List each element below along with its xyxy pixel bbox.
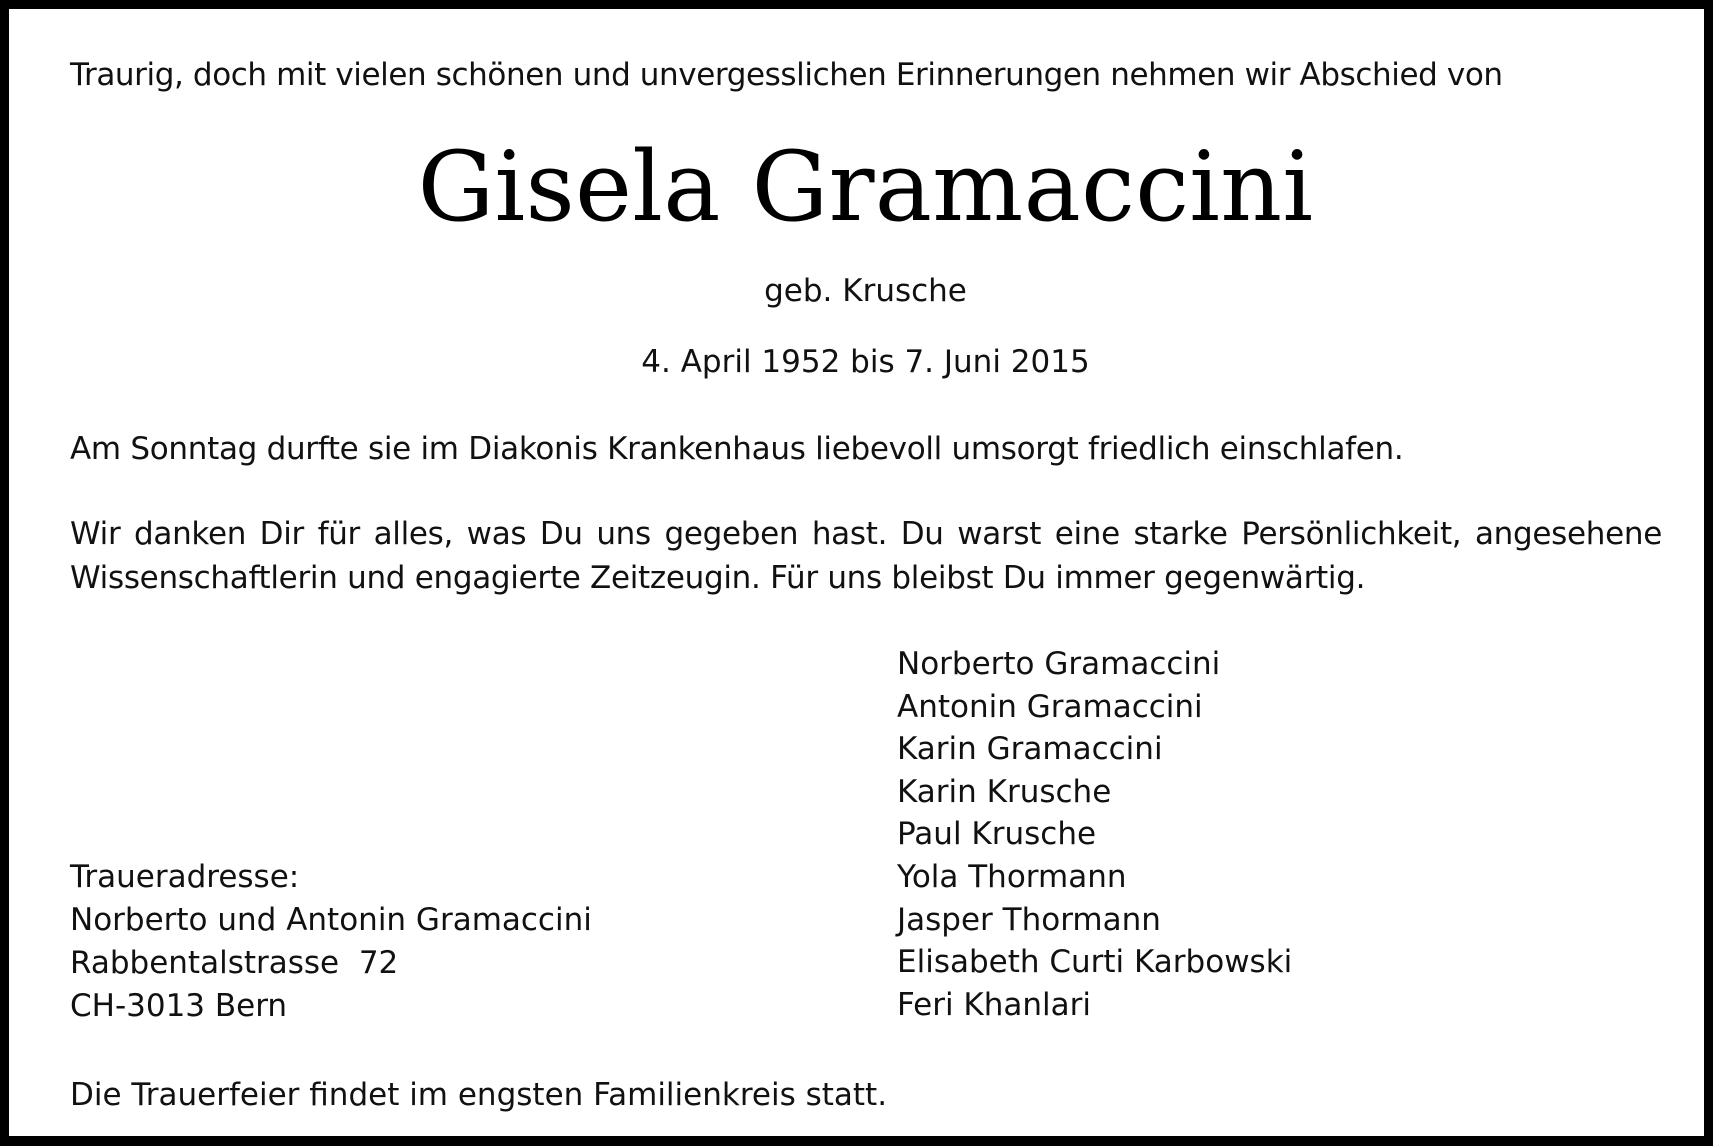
mourner-name: Feri Khanlari [897,986,1092,1023]
mourner-name: Jasper Thormann [897,901,1161,938]
mourner-name: Antonin Gramaccini [897,688,1203,725]
mourner-name: Karin Krusche [897,773,1112,810]
address-line: Rabbentalstrasse 72 [70,945,399,981]
deceased-name: Gisela Gramaccini [417,131,1314,243]
maiden-name: geb. Krusche [764,273,967,309]
mourner-name: Paul Krusche [897,816,1097,853]
mourner-name: Yola Thormann [897,858,1127,895]
mourner-name: Elisabeth Curti Karbowski [897,944,1293,981]
mourners-list [897,643,1292,1026]
address-line: Norberto und Antonin Gramaccini [70,902,592,938]
intro-text: Traurig, doch mit vielen schönen und unvergesslichen Erinnerungen nehmen wir Abschied von [70,57,1503,93]
funeral-note: Die Trauerfeier findet im engsten Familienkreis statt. [70,1077,888,1113]
paragraph-gratitude: Wir danken Dir für alles, was Du uns gegeben hast. Du warst eine starke Persönlichkeit, angesehene Wissenschaftlerin und engagierte Zeitzeugin. Für uns bleibst Du immer gegenwärtig. [70,516,1662,596]
mourner-name: Norberto Gramaccini [897,646,1221,682]
mourner-name: Karin Gramaccini [897,731,1163,768]
life-dates: 4. April 1952 bis 7. Juni 2015 [641,344,1090,380]
paragraph-passing: Am Sonntag durfte sie im Diakonis Krankenhaus liebevoll umsorgt friedlich einschlafen. [70,431,1404,467]
address-line: CH-3013 Bern [70,988,288,1024]
mourning-address [70,856,592,1028]
address-label: Traueradresse: [70,859,300,895]
